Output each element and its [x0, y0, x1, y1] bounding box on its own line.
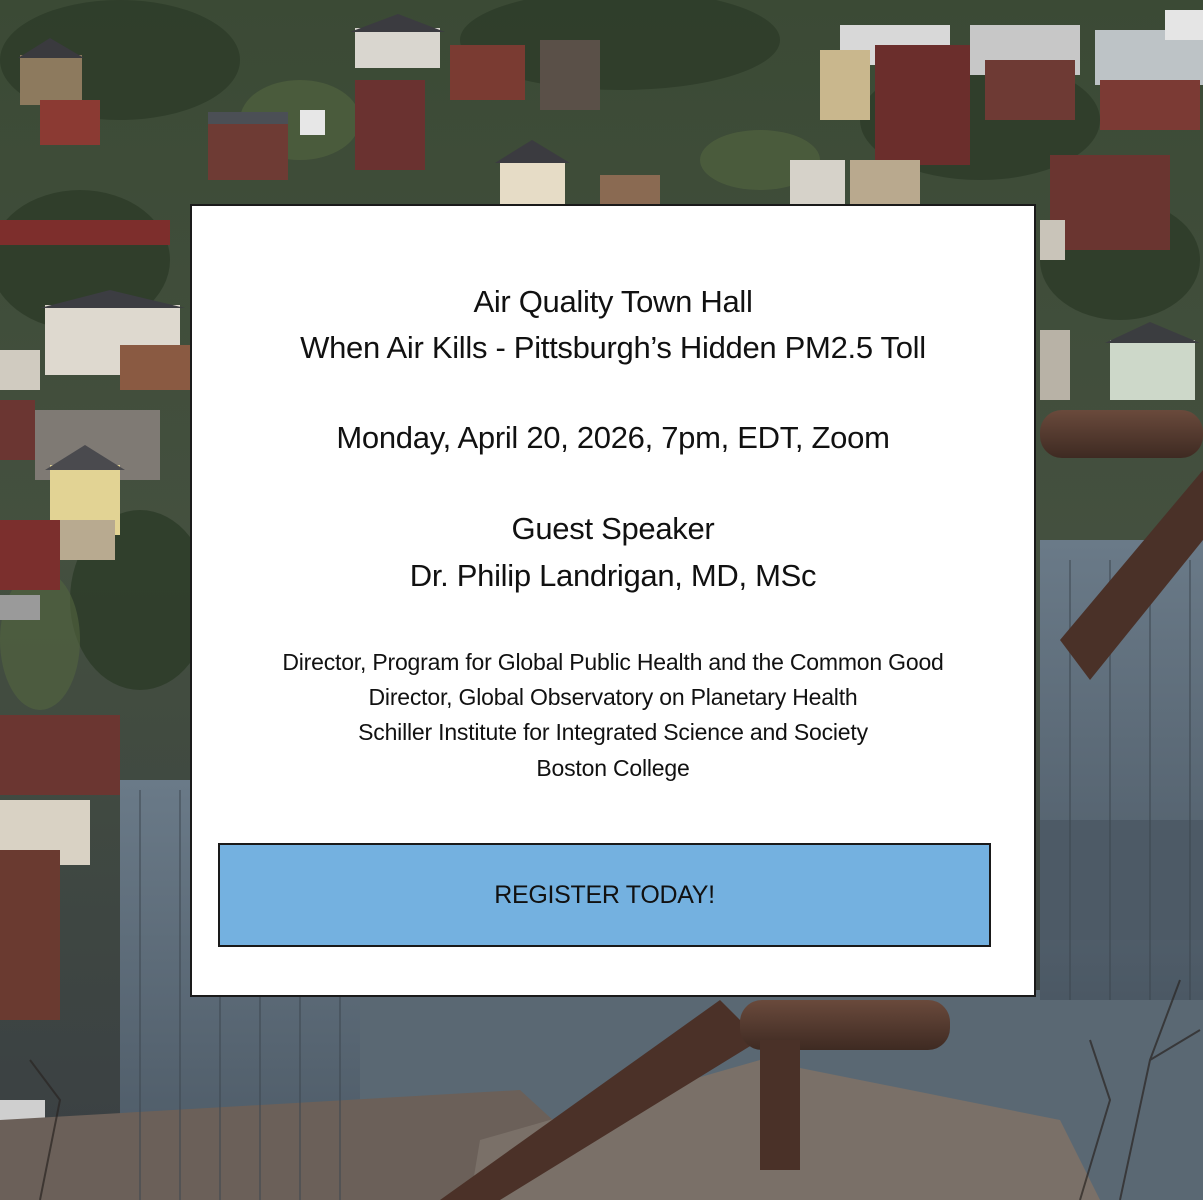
- speaker-title-4: Boston College: [536, 755, 690, 781]
- register-button[interactable]: [218, 843, 991, 947]
- event-card: [190, 204, 1036, 997]
- register-button-label: REGISTER TODAY!: [494, 880, 715, 909]
- event-subtitle: When Air Kills - Pittsburgh’s Hidden PM2.5 Toll: [300, 330, 926, 365]
- speaker-title-3: Schiller Institute for Integrated Science and Society: [358, 719, 868, 745]
- speaker-name: Dr. Philip Landrigan, MD, MSc: [409, 558, 817, 593]
- speaker-title-2: Director, Global Observatory on Planetary Health: [368, 684, 858, 710]
- event-title: Air Quality Town Hall: [473, 284, 753, 319]
- speaker-title-1: Director, Program for Global Public Health and the Common Good: [282, 649, 944, 675]
- speaker-heading: Guest Speaker: [511, 511, 715, 546]
- event-datetime: Monday, April 20, 2026, 7pm, EDT, Zoom: [336, 420, 890, 455]
